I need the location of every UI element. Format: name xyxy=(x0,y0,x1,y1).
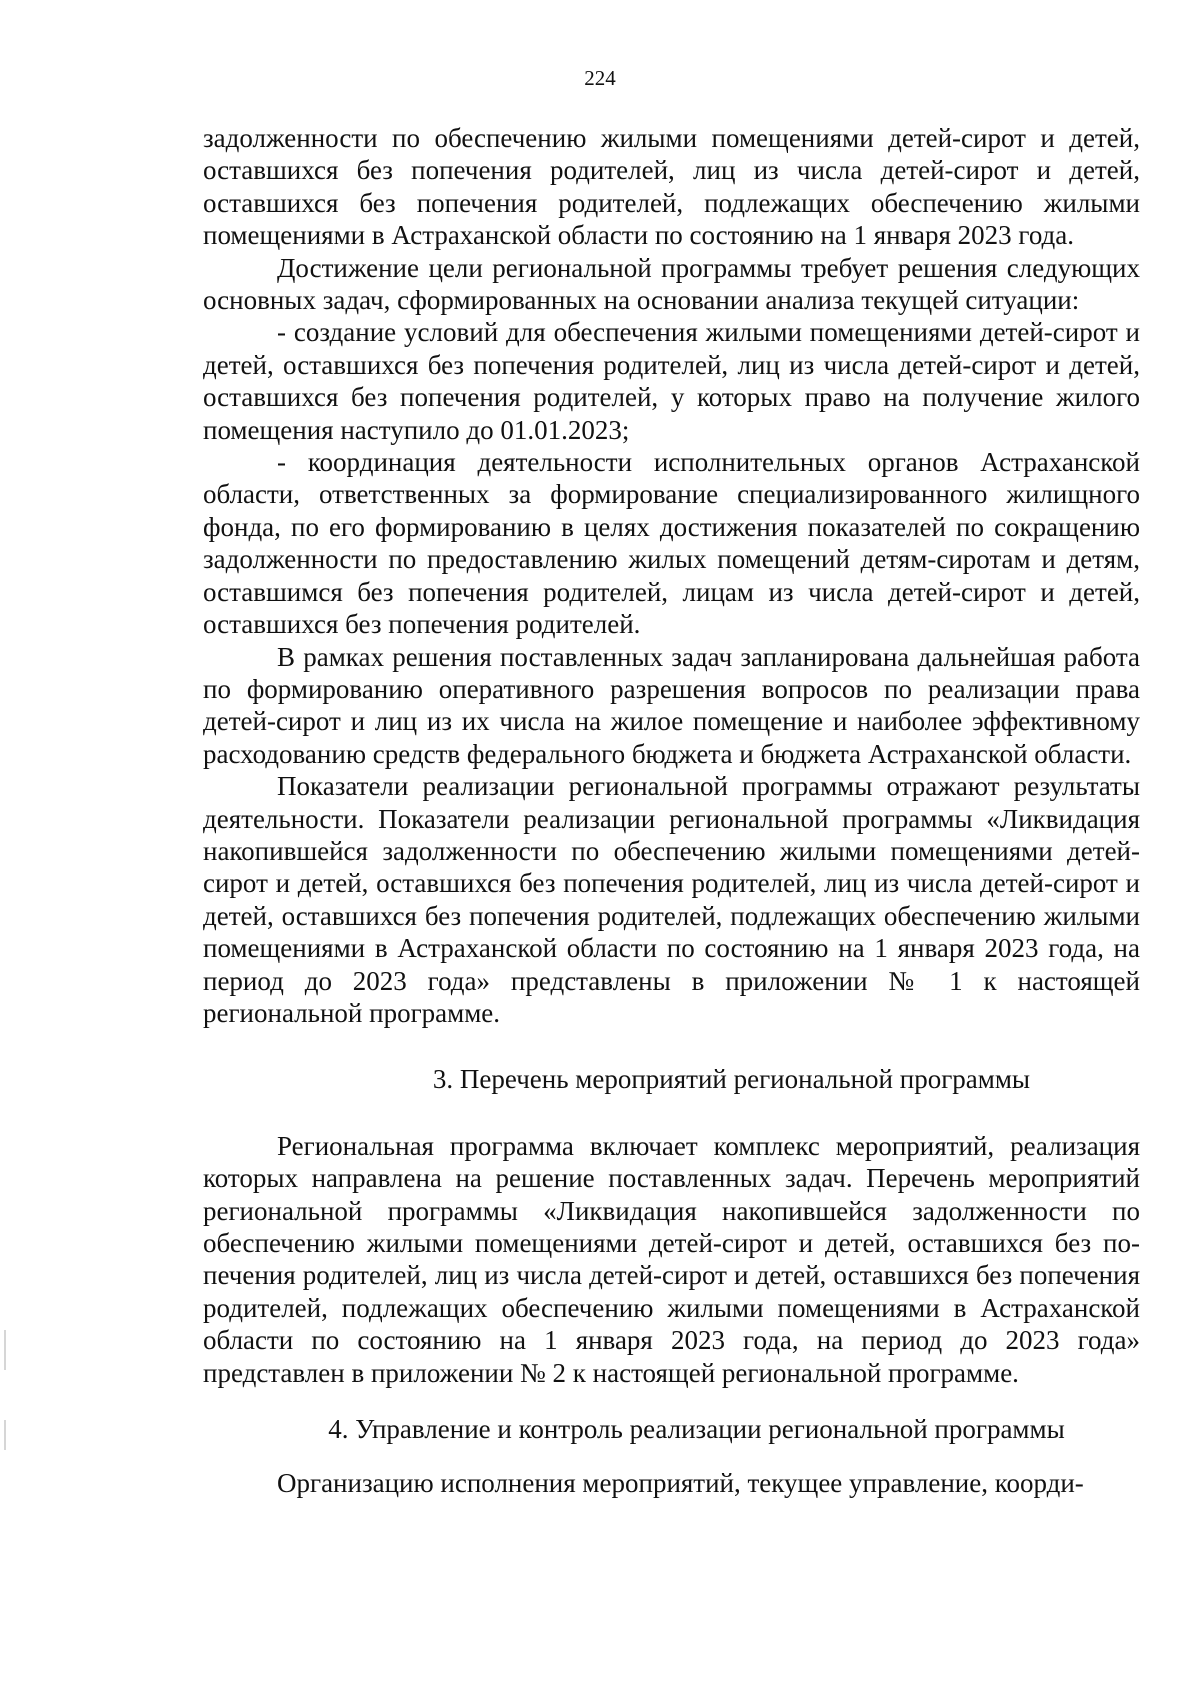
scan-edge-mark xyxy=(4,1330,6,1370)
paragraph-3: В рамках решения поставленных задач запланирована дальнейшая работа по формированию оперативного разрешения вопросов по реализации права детей-сирот и лиц из их числа на жилое помещение и наиболее эффективному расходованию средств федерального бюджета и бюджета Астраханской области. xyxy=(203,641,1140,769)
paragraph-1: задолженности по обеспечению жилыми помещениями детей-сирот и детей, оставшихся без попечения родителей, лиц из числа детей-сирот и детей, оставшихся без попечения родителей, подлежащих обеспечению жилыми помещениями в Астраханской области по состоянию на 1 января 2023 года. xyxy=(203,123,1140,251)
paragraph-4: Показатели реализации региональной программы отражают результаты деятельности. Показатели реализации региональной программы «Ликвидация накопившейся задолженности по обеспечению жилыми помещениями детей-сирот и детей, оставшихся без попечения родителей, лиц из числа детей-сирот и детей, оставшихся без попечения родителей, подлежащих обеспечению жилыми помещениями в Астраханской области по состоянию на 1 января 2023 года, на период до 2023 года» представлены в приложении № 1 к настоящей региональной программе. xyxy=(203,771,1140,1028)
paragraph-6: Организацию исполнения мероприятий, текущее управление, коорди- xyxy=(277,1468,1084,1499)
list-item-1: - создание условий для обеспечения жилыми помещениями детей-сирот и детей, оставшихся без попечения родителей, лиц из числа детей-сирот и детей, оставшихся без попечения родителей, у которых право на получение жилого помещения наступило до 01.01.2023; xyxy=(203,317,1140,445)
list-item-2: - координация деятельности исполнительных органов Астраханской области, ответственных за формирование специализированного жилищного фонда, по его формированию в целях достижения показателей по сокращению задолженности по предоставлению жилых помещений детям-сиротам и детям, оставшимся без попечения родителей, лицам из числа детей-сирот и детей, оставшихся без попечения родителей. xyxy=(203,447,1140,640)
paragraph-5: Региональная программа включает комплекс мероприятий, реализация которых направлена на решение поставленных задач. Перечень мероприятий региональной программы «Ликвидация накопившейся задолженности по обеспечению жилыми помещениями детей-сирот и детей, оставшихся без попечения родителей, лиц из числа детей-сирот и детей, оставшихся без попечения родителей, подлежащих обеспечению жилыми помещениями в Астраханской области по состоянию на 1 января 2023 года, на период до 2023 года» представлен в приложении № 2 к настоящей региональной программе. xyxy=(203,1130,1140,1388)
scan-edge-mark xyxy=(4,1420,6,1450)
page-number: 224 xyxy=(584,66,616,90)
section-4-heading: 4. Управление и контроль реализации региональной программы xyxy=(328,1414,1065,1445)
paragraph-2: Достижение цели региональной программы требует решения следующих основных задач, сформированных на основании анализа текущей ситуации: xyxy=(203,252,1140,316)
document-body xyxy=(203,122,1140,1500)
section-3-heading: 3. Перечень мероприятий региональной программы xyxy=(432,1064,1031,1095)
